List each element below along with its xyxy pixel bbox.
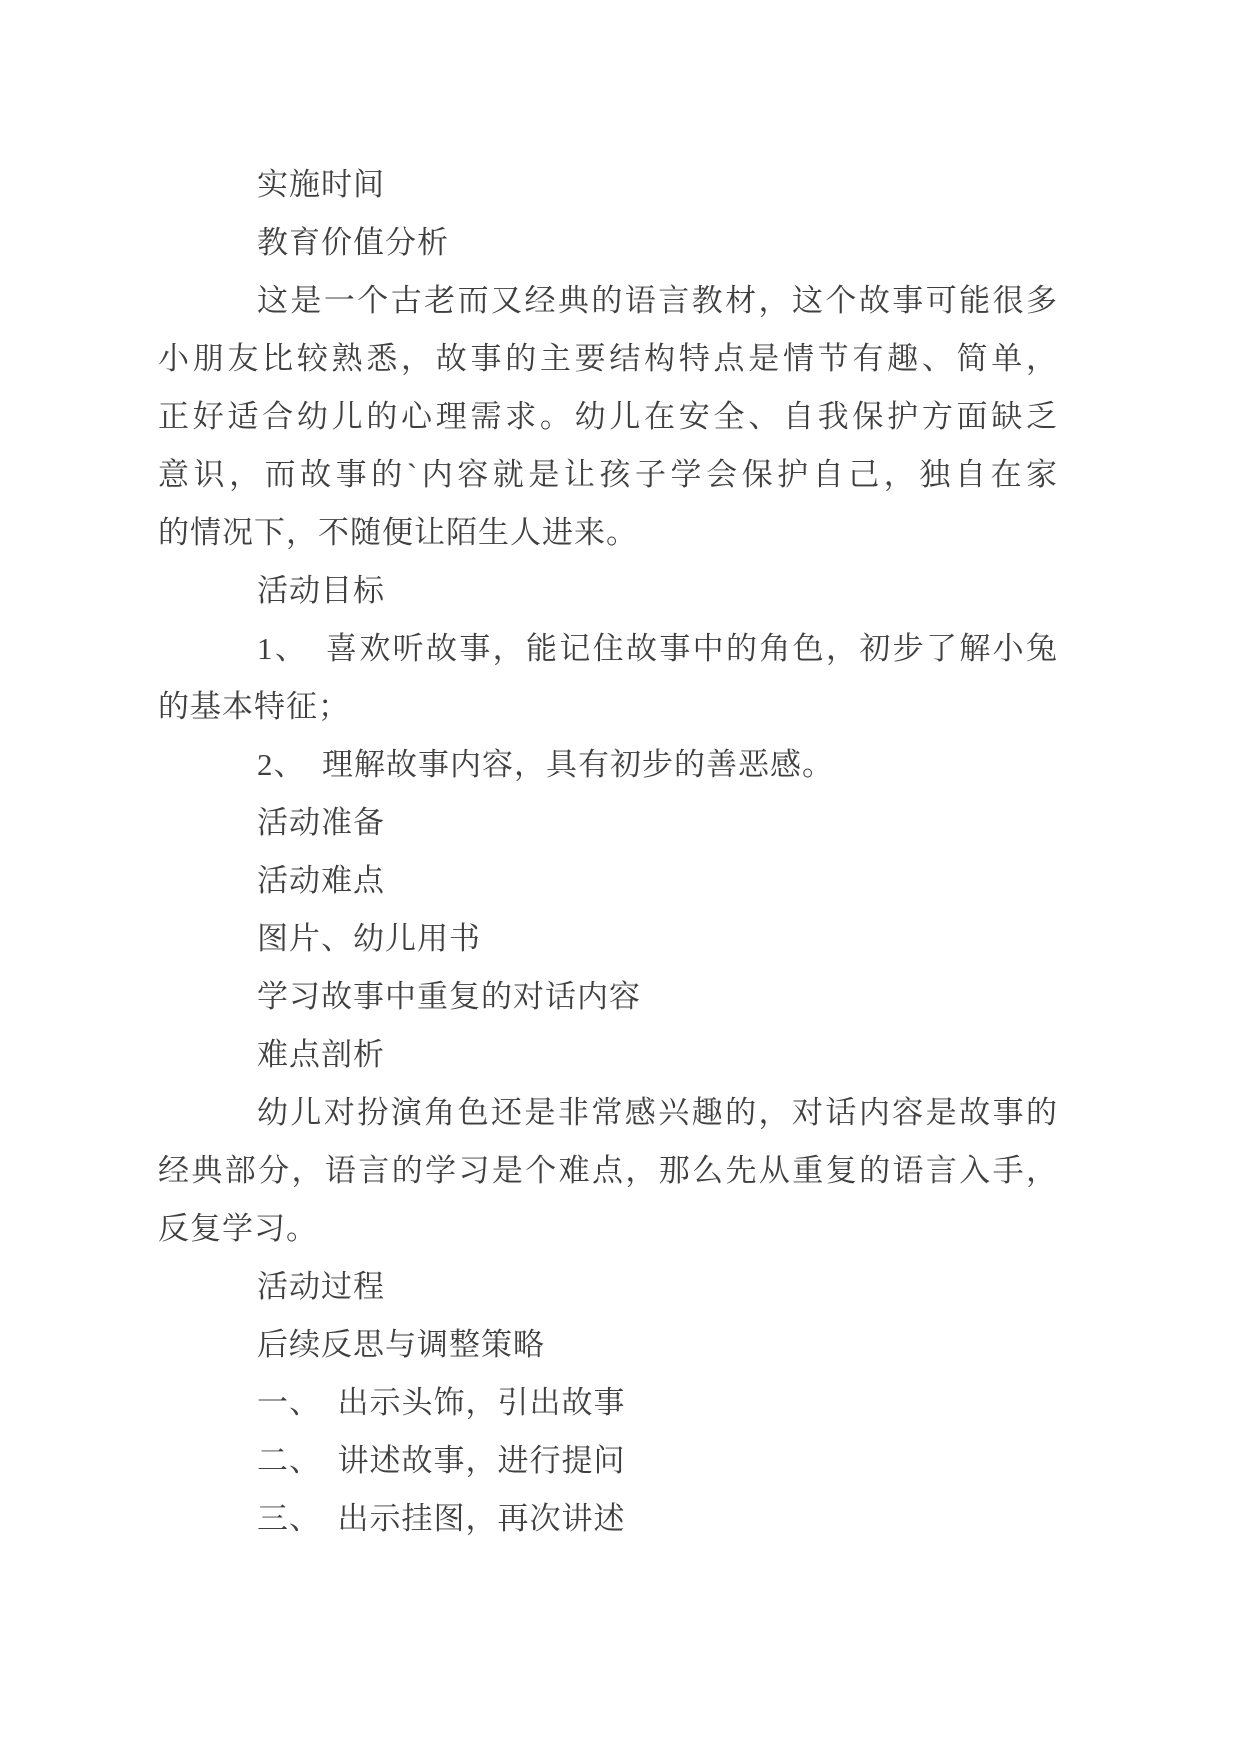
heading-activity-difficulty: 活动难点 <box>257 863 385 898</box>
difficulty-content: 学习故事中重复的对话内容 <box>257 979 641 1014</box>
paragraph-education-value-line-3: 正好适合幼儿的心理需求。幼儿在安全、自我保护方面缺乏 <box>158 399 1058 434</box>
paragraph-difficulty-line-3: 反复学习。 <box>158 1211 318 1246</box>
process-step-2: 二、 讲述故事，进行提问 <box>257 1443 626 1478</box>
paragraph-education-value-line-1: 这是一个古老而又经典的语言教材，这个故事可能很多 <box>257 283 1058 318</box>
paragraph-education-value-line-5: 的情况下，不随便让陌生人进来。 <box>158 515 638 550</box>
preparation-content: 图片、幼儿用书 <box>257 921 481 956</box>
heading-activity-goals: 活动目标 <box>257 573 385 608</box>
paragraph-difficulty-line-2: 经典部分，语言的学习是个难点，那么先从重复的语言入手， <box>158 1153 1058 1188</box>
paragraph-education-value-line-2: 小朋友比较熟悉，故事的主要结构特点是情节有趣、简单， <box>158 341 1058 376</box>
heading-implementation-time: 实施时间 <box>257 167 385 202</box>
heading-followup-reflection: 后续反思与调整策略 <box>257 1327 545 1362</box>
heading-education-value-analysis: 教育价值分析 <box>257 225 449 260</box>
process-step-1: 一、 出示头饰，引出故事 <box>257 1385 626 1420</box>
paragraph-difficulty-line-1: 幼儿对扮演角色还是非常感兴趣的，对话内容是故事的 <box>257 1095 1058 1130</box>
heading-activity-preparation: 活动准备 <box>257 805 385 840</box>
process-step-3: 三、 出示挂图，再次讲述 <box>257 1501 626 1536</box>
heading-difficulty-analysis: 难点剖析 <box>257 1037 385 1072</box>
goal-item-1-line-1: 1、 喜欢听故事，能记住故事中的角色，初步了解小兔 <box>257 631 1058 666</box>
document-body <box>158 156 1058 1548</box>
heading-activity-process: 活动过程 <box>257 1269 385 1304</box>
goal-item-1-line-2: 的基本特征； <box>158 689 350 724</box>
paragraph-education-value-line-4: 意识，而故事的`内容就是让孩子学会保护自己，独自在家 <box>158 457 1058 492</box>
goal-item-2: 2、 理解故事内容，具有初步的善恶感。 <box>257 747 834 782</box>
